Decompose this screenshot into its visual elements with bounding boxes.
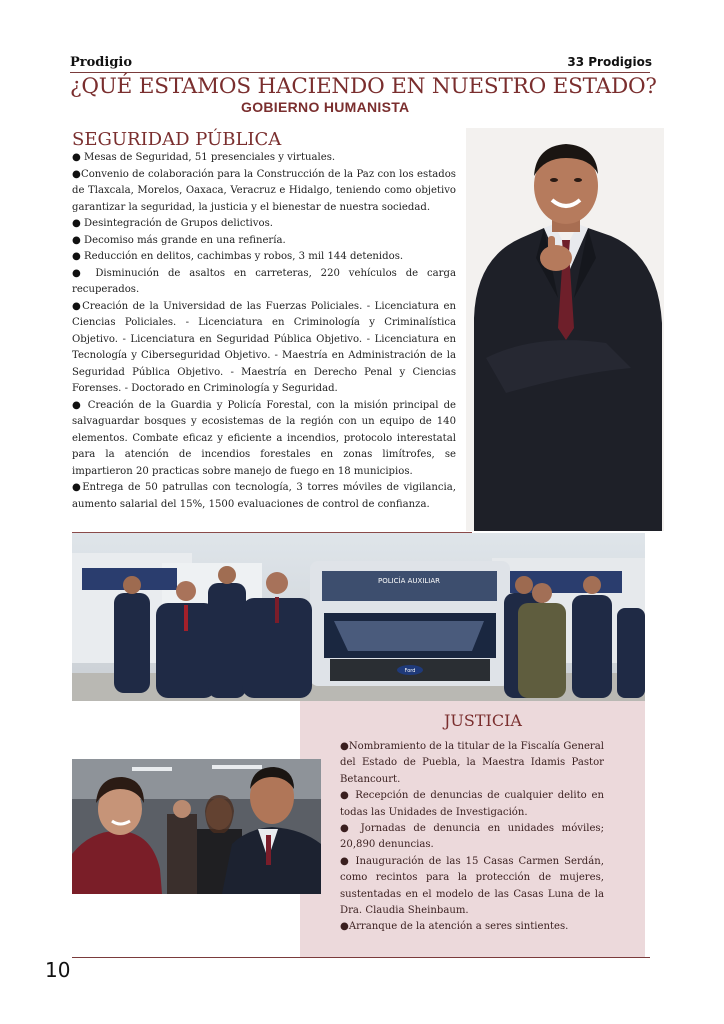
bullet-icon: ●: [340, 921, 349, 933]
header-divider: [70, 72, 650, 73]
list-item: ● Decomiso más grande en una refinería.: [72, 234, 286, 246]
truck-brand-text: Ford: [404, 668, 416, 674]
list-item: ● Desintegración de Grupos delictivos.: [72, 218, 273, 229]
justicia-heading: JUSTICIA: [444, 711, 522, 730]
meeting-illustration: [72, 759, 321, 894]
bullet-icon: ●: [340, 741, 349, 752]
magazine-name: Prodigio: [70, 55, 133, 70]
list-item: ●Arranque de la atención a seres sintientes.: [340, 921, 569, 933]
section-label: 33 Prodigios: [567, 55, 652, 69]
bullet-icon: ●: [340, 823, 354, 835]
bullet-icon: ●: [72, 482, 83, 493]
list-item: ● Jornadas de denuncia en unidades móviles; 20,890 denuncias.: [340, 823, 604, 851]
list-item: ●Convenio de colaboración para la Construcción de la Paz con los estados de Tlaxcala, Morelos, Oaxaca, Veracruz e Hidalgo, teniendo como objetivo garantizar la seguridad, la justicia y el bienestar de nuestra sociedad.: [72, 168, 456, 213]
list-item: ●Entrega de 50 patrullas con tecnología, 3 torres móviles de vigilancia, aumento salarial del 15%, 1500 evaluaciones de control de confianza.: [72, 482, 456, 510]
bullet-icon: ●: [340, 855, 351, 867]
list-item: ● Inauguración de las 15 Casas Carmen Serdán, como recintos para la protección de mujeres, sustentadas en el modelo de las Casas Luna de la Dra. Claudia Sheinbaum.: [340, 855, 604, 917]
seguridad-list: [72, 150, 456, 513]
meeting-photo: [72, 759, 321, 894]
bullet-icon: ●: [72, 399, 83, 411]
footer-divider: [72, 957, 650, 958]
bullet-icon: ●: [72, 218, 81, 229]
list-item: ●Creación de la Universidad de las Fuerzas Policiales. - Licenciatura en Ciencias Policiales. - Licenciatura en Criminología y Criminalística Objetivo. - Licenciatura en Seguridad Pública Objetivo. - Licenciatura en Tecnología y Ciberseguridad Objetivo. - Maestría en Administración de la Seguridad Pública Objetivo. - Maestría en Derecho Penal y Ciencias Forenses. - Doctorado en Criminología y Seguridad.: [72, 300, 456, 394]
seguridad-heading: SEGURIDAD PÚBLICA: [72, 129, 282, 150]
bullet-icon: ●: [72, 267, 87, 279]
portrait-illustration: [466, 128, 664, 531]
page-number: 10: [45, 958, 71, 982]
page-subtitle: GOBIERNO HUMANISTA: [241, 99, 410, 115]
bullet-icon: ●: [72, 234, 81, 246]
list-item: ● Reducción en delitos, cachimbas y robos, 3 mil 144 detenidos.: [72, 251, 404, 262]
list-item: ● Creación de la Guardia y Policía Forestal, con la misión principal de salvaguardar bosques y ecosistemas de la región con un equipo de 140 elementos. Combate eficaz y eficiente a incendios, protocolo interestatal para la atención de incendios forestales en zonas limítrofes, se impartieron 20 practicas sobre manejo de fuego en 18 municipios.: [72, 399, 457, 477]
bullet-icon: ●: [72, 168, 81, 180]
truck-banner-text: POLICÍA AUXILIAR: [377, 577, 441, 585]
list-item: ● Disminución de asaltos en carreteras, 220 vehículos de carga recuperados.: [72, 267, 456, 295]
list-item: ●Nombramiento de la titular de la Fiscalía General del Estado de Puebla, la Maestra Idamis Pastor Betancourt.: [340, 741, 604, 785]
bullet-icon: ●: [340, 790, 351, 802]
governor-portrait-photo: [466, 128, 664, 531]
page-title: ¿QUÉ ESTAMOS HACIENDO EN NUESTRO ESTADO?: [70, 74, 657, 99]
justicia-list: [340, 739, 604, 936]
list-item: ● Recepción de denuncias de cualquier delito en todas las Unidades de Investigación.: [340, 790, 604, 818]
bullet-icon: ●: [72, 152, 81, 163]
police-trucks-photo: [72, 533, 645, 701]
police-trucks-illustration: [72, 533, 645, 701]
bullet-icon: ●: [72, 300, 83, 312]
list-item: ● Mesas de Seguridad, 51 presenciales y virtuales.: [72, 152, 336, 163]
bullet-icon: ●: [72, 251, 81, 262]
